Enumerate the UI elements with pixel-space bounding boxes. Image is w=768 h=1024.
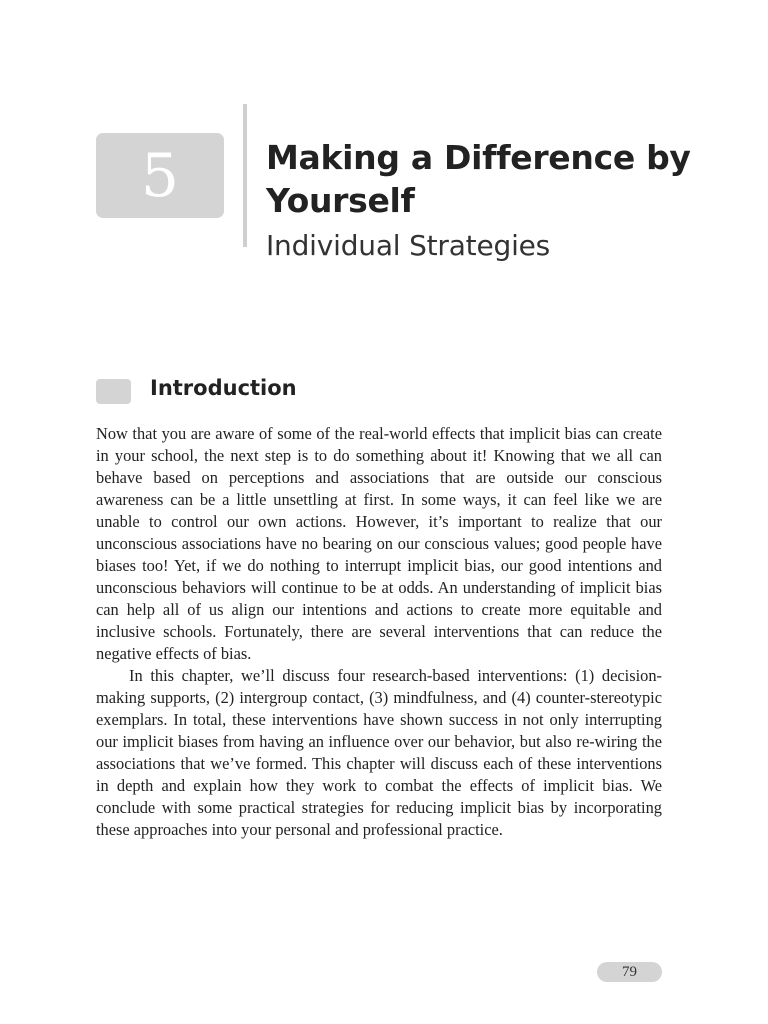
section-marker <box>96 379 131 404</box>
chapter-subtitle: Individual Strategies <box>266 229 551 262</box>
paragraph-2: In this chapter, we’ll discuss four research-based interventions: (1) decision-making supports, (2) intergroup contact, (3) mindfulness, and (4) counter-stereotypic exemplars. In total, these interventions have shown success in not only interrupting our implicit biases from having an influence over our behavior, but also re-wiring the associations that we’ve formed. This chapter will discuss each of these interventions in depth and explain how they work to combat the effects of implicit bias. We conclude with some practical strategies for reducing implicit bias by incorporating these approaches into your personal and professional practice. <box>96 666 662 839</box>
page-number: 79 <box>622 963 637 980</box>
paragraph-1: Now that you are aware of some of the real-world effects that implicit bias can create in your school, the next step is to do something about it! Knowing that we all can behave based on perceptions and associations that are outside our conscious awareness can be a little unsettling at first. In some ways, it can feel like we are unable to control our own actions. However, it’s important to realize that our unconscious associations have no bearing on our conscious values; good people have biases too! Yet, if we do nothing to interrupt implicit bias, our good intentions and unconscious behaviors will continue to be at odds. An understanding of implicit bias can help all of us align our intentions and actions to create more equitable and inclusive schools. Fortunately, there are several interventions that can reduce the negative effects of bias. <box>96 424 662 663</box>
page-number-tab <box>597 962 662 982</box>
section-heading: Introduction <box>150 376 297 400</box>
chapter-number: 5 <box>140 140 180 211</box>
chapter-divider <box>243 104 247 247</box>
body-text <box>96 423 662 841</box>
chapter-number-box <box>96 133 224 218</box>
chapter-title: Making a Difference by Yourself <box>266 138 691 220</box>
